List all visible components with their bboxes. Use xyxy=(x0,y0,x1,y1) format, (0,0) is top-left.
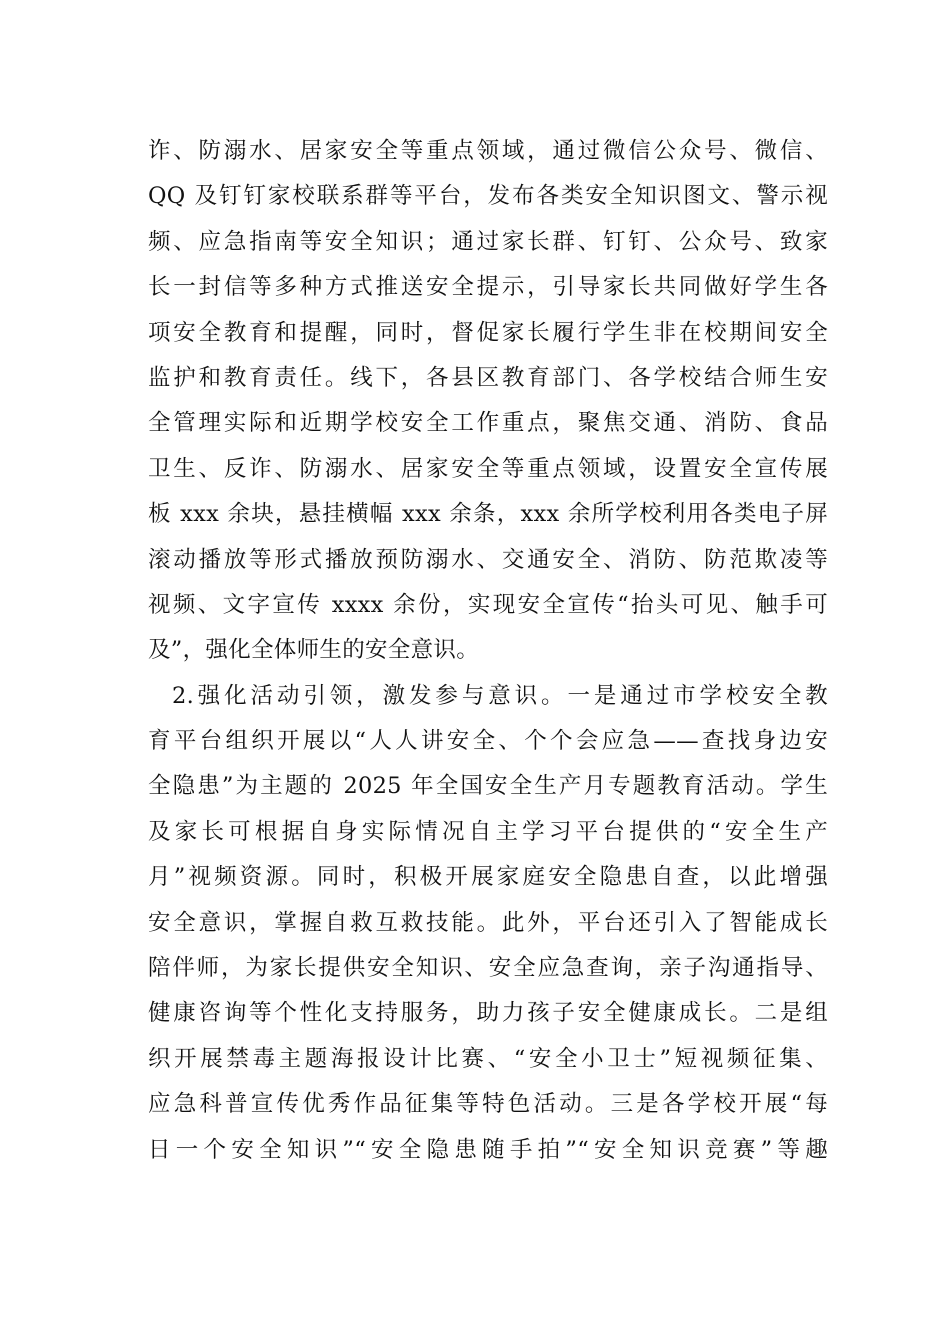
text-line: 及家长可根据自身实际情况自主学习平台提供的“安全生产 xyxy=(148,818,828,845)
paragraph-online-offline-publicity xyxy=(148,129,828,674)
paragraph-heading-line: 2.强化活动引领，激发参与意识。一是通过市学校安全教 xyxy=(172,682,828,709)
text-line: 频、应急指南等安全知识；通过家长群、钉钉、公众号、致家 xyxy=(148,228,828,255)
text-line: 视频、文字宣传 xxxx 余份，实现安全宣传“抬头可见、触手可 xyxy=(148,591,828,618)
text-line: 安全意识，掌握自救互救技能。此外，平台还引入了智能成长 xyxy=(148,909,828,936)
text-line: 全隐患”为主题的 2025 年全国安全生产月专题教育活动。学生 xyxy=(148,773,828,800)
text-line: 月”视频资源。同时，积极开展家庭安全隐患自查，以此增强 xyxy=(148,864,828,891)
text-line: 健康咨询等个性化支持服务，助力孩子安全健康成长。二是组 xyxy=(148,1000,828,1027)
body-text xyxy=(148,129,828,1173)
text-line: 长一封信等多种方式推送安全提示，引导家长共同做好学生各 xyxy=(148,274,828,301)
text-line: 项安全教育和提醒，同时，督促家长履行学生非在校期间安全 xyxy=(148,319,828,346)
text-line: 陪伴师，为家长提供安全知识、安全应急查询，亲子沟通指导、 xyxy=(148,955,828,982)
text-line: 卫生、反诈、防溺水、居家安全等重点领域，设置安全宣传展 xyxy=(148,455,828,482)
text-line: 应急科普宣传优秀作品征集等特色活动。三是各学校开展“每 xyxy=(148,1091,828,1118)
text-line: 滚动播放等形式播放预防溺水、交通安全、消防、防范欺凌等 xyxy=(148,546,828,573)
text-line: 板 xxx 余块，悬挂横幅 xxx 余条，xxx 余所学校利用各类电子屏 xyxy=(148,501,828,528)
text-line: 及”，强化全体师生的安全意识。 xyxy=(148,637,480,664)
text-line: 日一个安全知识”“安全隐患随手拍”“安全知识竞赛”等趣 xyxy=(148,1136,828,1163)
text-line: 育平台组织开展以“人人讲安全、个个会应急——查找身边安 xyxy=(148,728,828,755)
text-line: 全管理实际和近期学校安全工作重点，聚焦交通、消防、食品 xyxy=(148,410,828,437)
paragraph-activity-guidance xyxy=(148,674,828,1173)
text-line: 诈、防溺水、居家安全等重点领域，通过微信公众号、微信、 xyxy=(148,138,828,164)
text-line: 织开展禁毒主题海报设计比赛、“安全小卫士”短视频征集、 xyxy=(148,1045,828,1072)
text-line: QQ 及钉钉家校联系群等平台，发布各类安全知识图文、警示视 xyxy=(148,183,828,210)
text-line: 监护和教育责任。线下，各县区教育部门、各学校结合师生安 xyxy=(148,364,828,391)
